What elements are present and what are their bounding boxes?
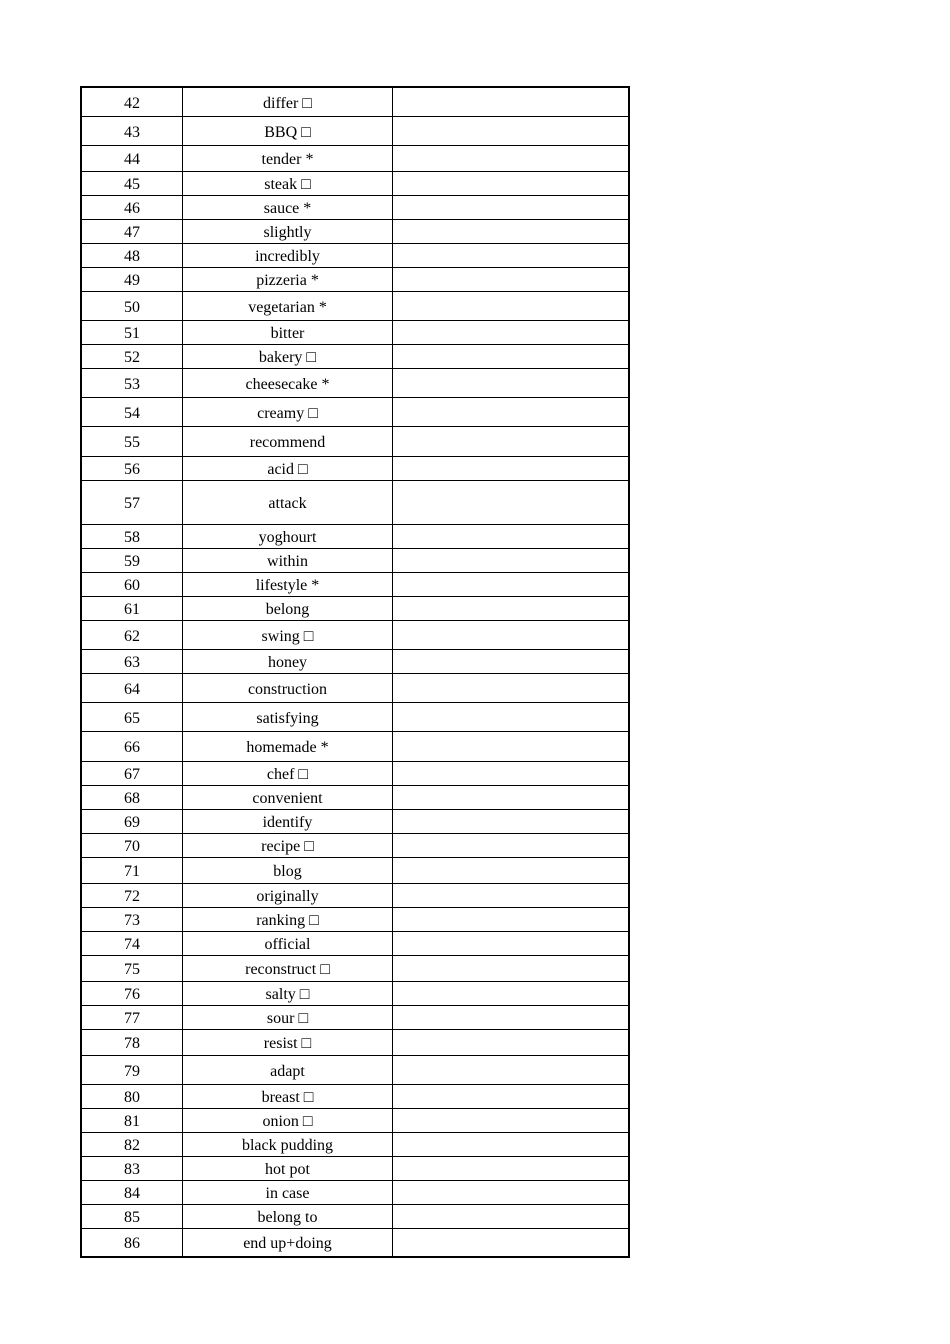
row-number: 67	[81, 761, 183, 785]
meaning-cell	[393, 267, 630, 291]
table-row	[81, 1132, 629, 1156]
meaning-cell	[393, 785, 630, 809]
table-row	[81, 620, 629, 649]
vocab-word: resist □	[183, 1029, 393, 1055]
table-row	[81, 145, 629, 171]
row-number: 76	[81, 981, 183, 1005]
meaning-cell	[393, 368, 630, 397]
meaning-cell	[393, 809, 630, 833]
table-row	[81, 1204, 629, 1228]
row-number: 52	[81, 344, 183, 368]
table-row	[81, 731, 629, 761]
meaning-cell	[393, 480, 630, 524]
vocab-word: attack	[183, 480, 393, 524]
row-number: 59	[81, 548, 183, 572]
table-row	[81, 833, 629, 857]
row-number: 48	[81, 243, 183, 267]
vocab-word: vegetarian *	[183, 291, 393, 320]
table-row	[81, 1055, 629, 1084]
vocab-word: originally	[183, 883, 393, 907]
meaning-cell	[393, 981, 630, 1005]
vocab-word: sauce *	[183, 195, 393, 219]
row-number: 51	[81, 320, 183, 344]
table-row	[81, 1029, 629, 1055]
meaning-cell	[393, 219, 630, 243]
row-number: 64	[81, 673, 183, 702]
meaning-cell	[393, 761, 630, 785]
meaning-cell	[393, 145, 630, 171]
meaning-cell	[393, 426, 630, 456]
row-number: 79	[81, 1055, 183, 1084]
table-row	[81, 456, 629, 480]
vocab-word: belong to	[183, 1204, 393, 1228]
row-number: 68	[81, 785, 183, 809]
row-number: 57	[81, 480, 183, 524]
table-row	[81, 907, 629, 931]
meaning-cell	[393, 456, 630, 480]
row-number: 61	[81, 596, 183, 620]
table-row	[81, 320, 629, 344]
vocab-word: belong	[183, 596, 393, 620]
vocabulary-table	[80, 86, 630, 1258]
row-number: 54	[81, 397, 183, 426]
table-row	[81, 291, 629, 320]
row-number: 66	[81, 731, 183, 761]
meaning-cell	[393, 620, 630, 649]
meaning-cell	[393, 344, 630, 368]
vocab-word: swing □	[183, 620, 393, 649]
row-number: 70	[81, 833, 183, 857]
table-row	[81, 195, 629, 219]
vocab-word: cheesecake *	[183, 368, 393, 397]
table-row	[81, 480, 629, 524]
row-number: 71	[81, 857, 183, 883]
vocab-word: acid □	[183, 456, 393, 480]
row-number: 49	[81, 267, 183, 291]
meaning-cell	[393, 1180, 630, 1204]
row-number: 44	[81, 145, 183, 171]
vocab-word: reconstruct □	[183, 955, 393, 981]
row-number: 50	[81, 291, 183, 320]
vocab-word: in case	[183, 1180, 393, 1204]
row-number: 53	[81, 368, 183, 397]
meaning-cell	[393, 833, 630, 857]
meaning-cell	[393, 955, 630, 981]
meaning-cell	[393, 907, 630, 931]
row-number: 77	[81, 1005, 183, 1029]
table-row	[81, 368, 629, 397]
vocab-word: sour □	[183, 1005, 393, 1029]
row-number: 60	[81, 572, 183, 596]
table-row	[81, 785, 629, 809]
table-row	[81, 955, 629, 981]
table-row	[81, 171, 629, 195]
table-row	[81, 267, 629, 291]
row-number: 82	[81, 1132, 183, 1156]
meaning-cell	[393, 116, 630, 145]
row-number: 78	[81, 1029, 183, 1055]
vocab-word: steak □	[183, 171, 393, 195]
meaning-cell	[393, 243, 630, 267]
meaning-cell	[393, 1029, 630, 1055]
table-row	[81, 1084, 629, 1108]
table-row	[81, 1108, 629, 1132]
row-number: 47	[81, 219, 183, 243]
meaning-cell	[393, 596, 630, 620]
vocab-word: honey	[183, 649, 393, 673]
table-row	[81, 649, 629, 673]
row-number: 80	[81, 1084, 183, 1108]
vocab-word: pizzeria *	[183, 267, 393, 291]
vocab-word: yoghourt	[183, 524, 393, 548]
table-row	[81, 1228, 629, 1257]
vocab-word: homemade *	[183, 731, 393, 761]
row-number: 81	[81, 1108, 183, 1132]
vocab-word: bitter	[183, 320, 393, 344]
row-number: 83	[81, 1156, 183, 1180]
meaning-cell	[393, 1204, 630, 1228]
vocab-word: within	[183, 548, 393, 572]
meaning-cell	[393, 397, 630, 426]
row-number: 85	[81, 1204, 183, 1228]
vocab-word: chef □	[183, 761, 393, 785]
row-number: 45	[81, 171, 183, 195]
vocab-word: identify	[183, 809, 393, 833]
meaning-cell	[393, 320, 630, 344]
table-row	[81, 1005, 629, 1029]
row-number: 46	[81, 195, 183, 219]
table-row	[81, 548, 629, 572]
row-number: 42	[81, 87, 183, 116]
row-number: 56	[81, 456, 183, 480]
vocab-word: official	[183, 931, 393, 955]
vocab-word: recommend	[183, 426, 393, 456]
meaning-cell	[393, 1084, 630, 1108]
table-row	[81, 1180, 629, 1204]
vocab-word: tender *	[183, 145, 393, 171]
vocab-word: end up+doing	[183, 1228, 393, 1257]
meaning-cell	[393, 673, 630, 702]
vocab-word: convenient	[183, 785, 393, 809]
table-row	[81, 931, 629, 955]
row-number: 74	[81, 931, 183, 955]
meaning-cell	[393, 195, 630, 219]
vocab-word: adapt	[183, 1055, 393, 1084]
row-number: 73	[81, 907, 183, 931]
meaning-cell	[393, 1228, 630, 1257]
table-row	[81, 857, 629, 883]
row-number: 86	[81, 1228, 183, 1257]
row-number: 72	[81, 883, 183, 907]
table-row	[81, 524, 629, 548]
vocab-word: incredibly	[183, 243, 393, 267]
table-row	[81, 673, 629, 702]
meaning-cell	[393, 1005, 630, 1029]
table-row	[81, 219, 629, 243]
meaning-cell	[393, 524, 630, 548]
row-number: 65	[81, 702, 183, 731]
table-row	[81, 87, 629, 116]
table-row	[81, 809, 629, 833]
meaning-cell	[393, 171, 630, 195]
table-row	[81, 243, 629, 267]
meaning-cell	[393, 87, 630, 116]
row-number: 58	[81, 524, 183, 548]
meaning-cell	[393, 931, 630, 955]
vocab-word: onion □	[183, 1108, 393, 1132]
vocab-word: BBQ □	[183, 116, 393, 145]
vocab-word: satisfying	[183, 702, 393, 731]
meaning-cell	[393, 548, 630, 572]
vocab-word: lifestyle *	[183, 572, 393, 596]
meaning-cell	[393, 1156, 630, 1180]
table-row	[81, 344, 629, 368]
vocab-word: salty □	[183, 981, 393, 1005]
vocabulary-table-body	[81, 87, 629, 1257]
row-number: 84	[81, 1180, 183, 1204]
vocab-word: blog	[183, 857, 393, 883]
vocab-word: recipe □	[183, 833, 393, 857]
vocab-word: bakery □	[183, 344, 393, 368]
table-row	[81, 883, 629, 907]
table-row	[81, 116, 629, 145]
meaning-cell	[393, 649, 630, 673]
table-row	[81, 761, 629, 785]
row-number: 43	[81, 116, 183, 145]
table-row	[81, 426, 629, 456]
meaning-cell	[393, 731, 630, 761]
meaning-cell	[393, 291, 630, 320]
vocab-word: breast □	[183, 1084, 393, 1108]
table-row	[81, 572, 629, 596]
vocab-word: construction	[183, 673, 393, 702]
vocab-word: creamy □	[183, 397, 393, 426]
row-number: 75	[81, 955, 183, 981]
row-number: 62	[81, 620, 183, 649]
meaning-cell	[393, 1108, 630, 1132]
table-row	[81, 596, 629, 620]
row-number: 63	[81, 649, 183, 673]
meaning-cell	[393, 572, 630, 596]
vocab-word: ranking □	[183, 907, 393, 931]
vocab-word: slightly	[183, 219, 393, 243]
meaning-cell	[393, 857, 630, 883]
meaning-cell	[393, 1055, 630, 1084]
table-row	[81, 397, 629, 426]
table-row	[81, 981, 629, 1005]
meaning-cell	[393, 702, 630, 731]
vocab-word: hot pot	[183, 1156, 393, 1180]
table-row	[81, 1156, 629, 1180]
table-row	[81, 702, 629, 731]
row-number: 55	[81, 426, 183, 456]
vocab-word: black pudding	[183, 1132, 393, 1156]
meaning-cell	[393, 883, 630, 907]
vocab-word: differ □	[183, 87, 393, 116]
meaning-cell	[393, 1132, 630, 1156]
row-number: 69	[81, 809, 183, 833]
